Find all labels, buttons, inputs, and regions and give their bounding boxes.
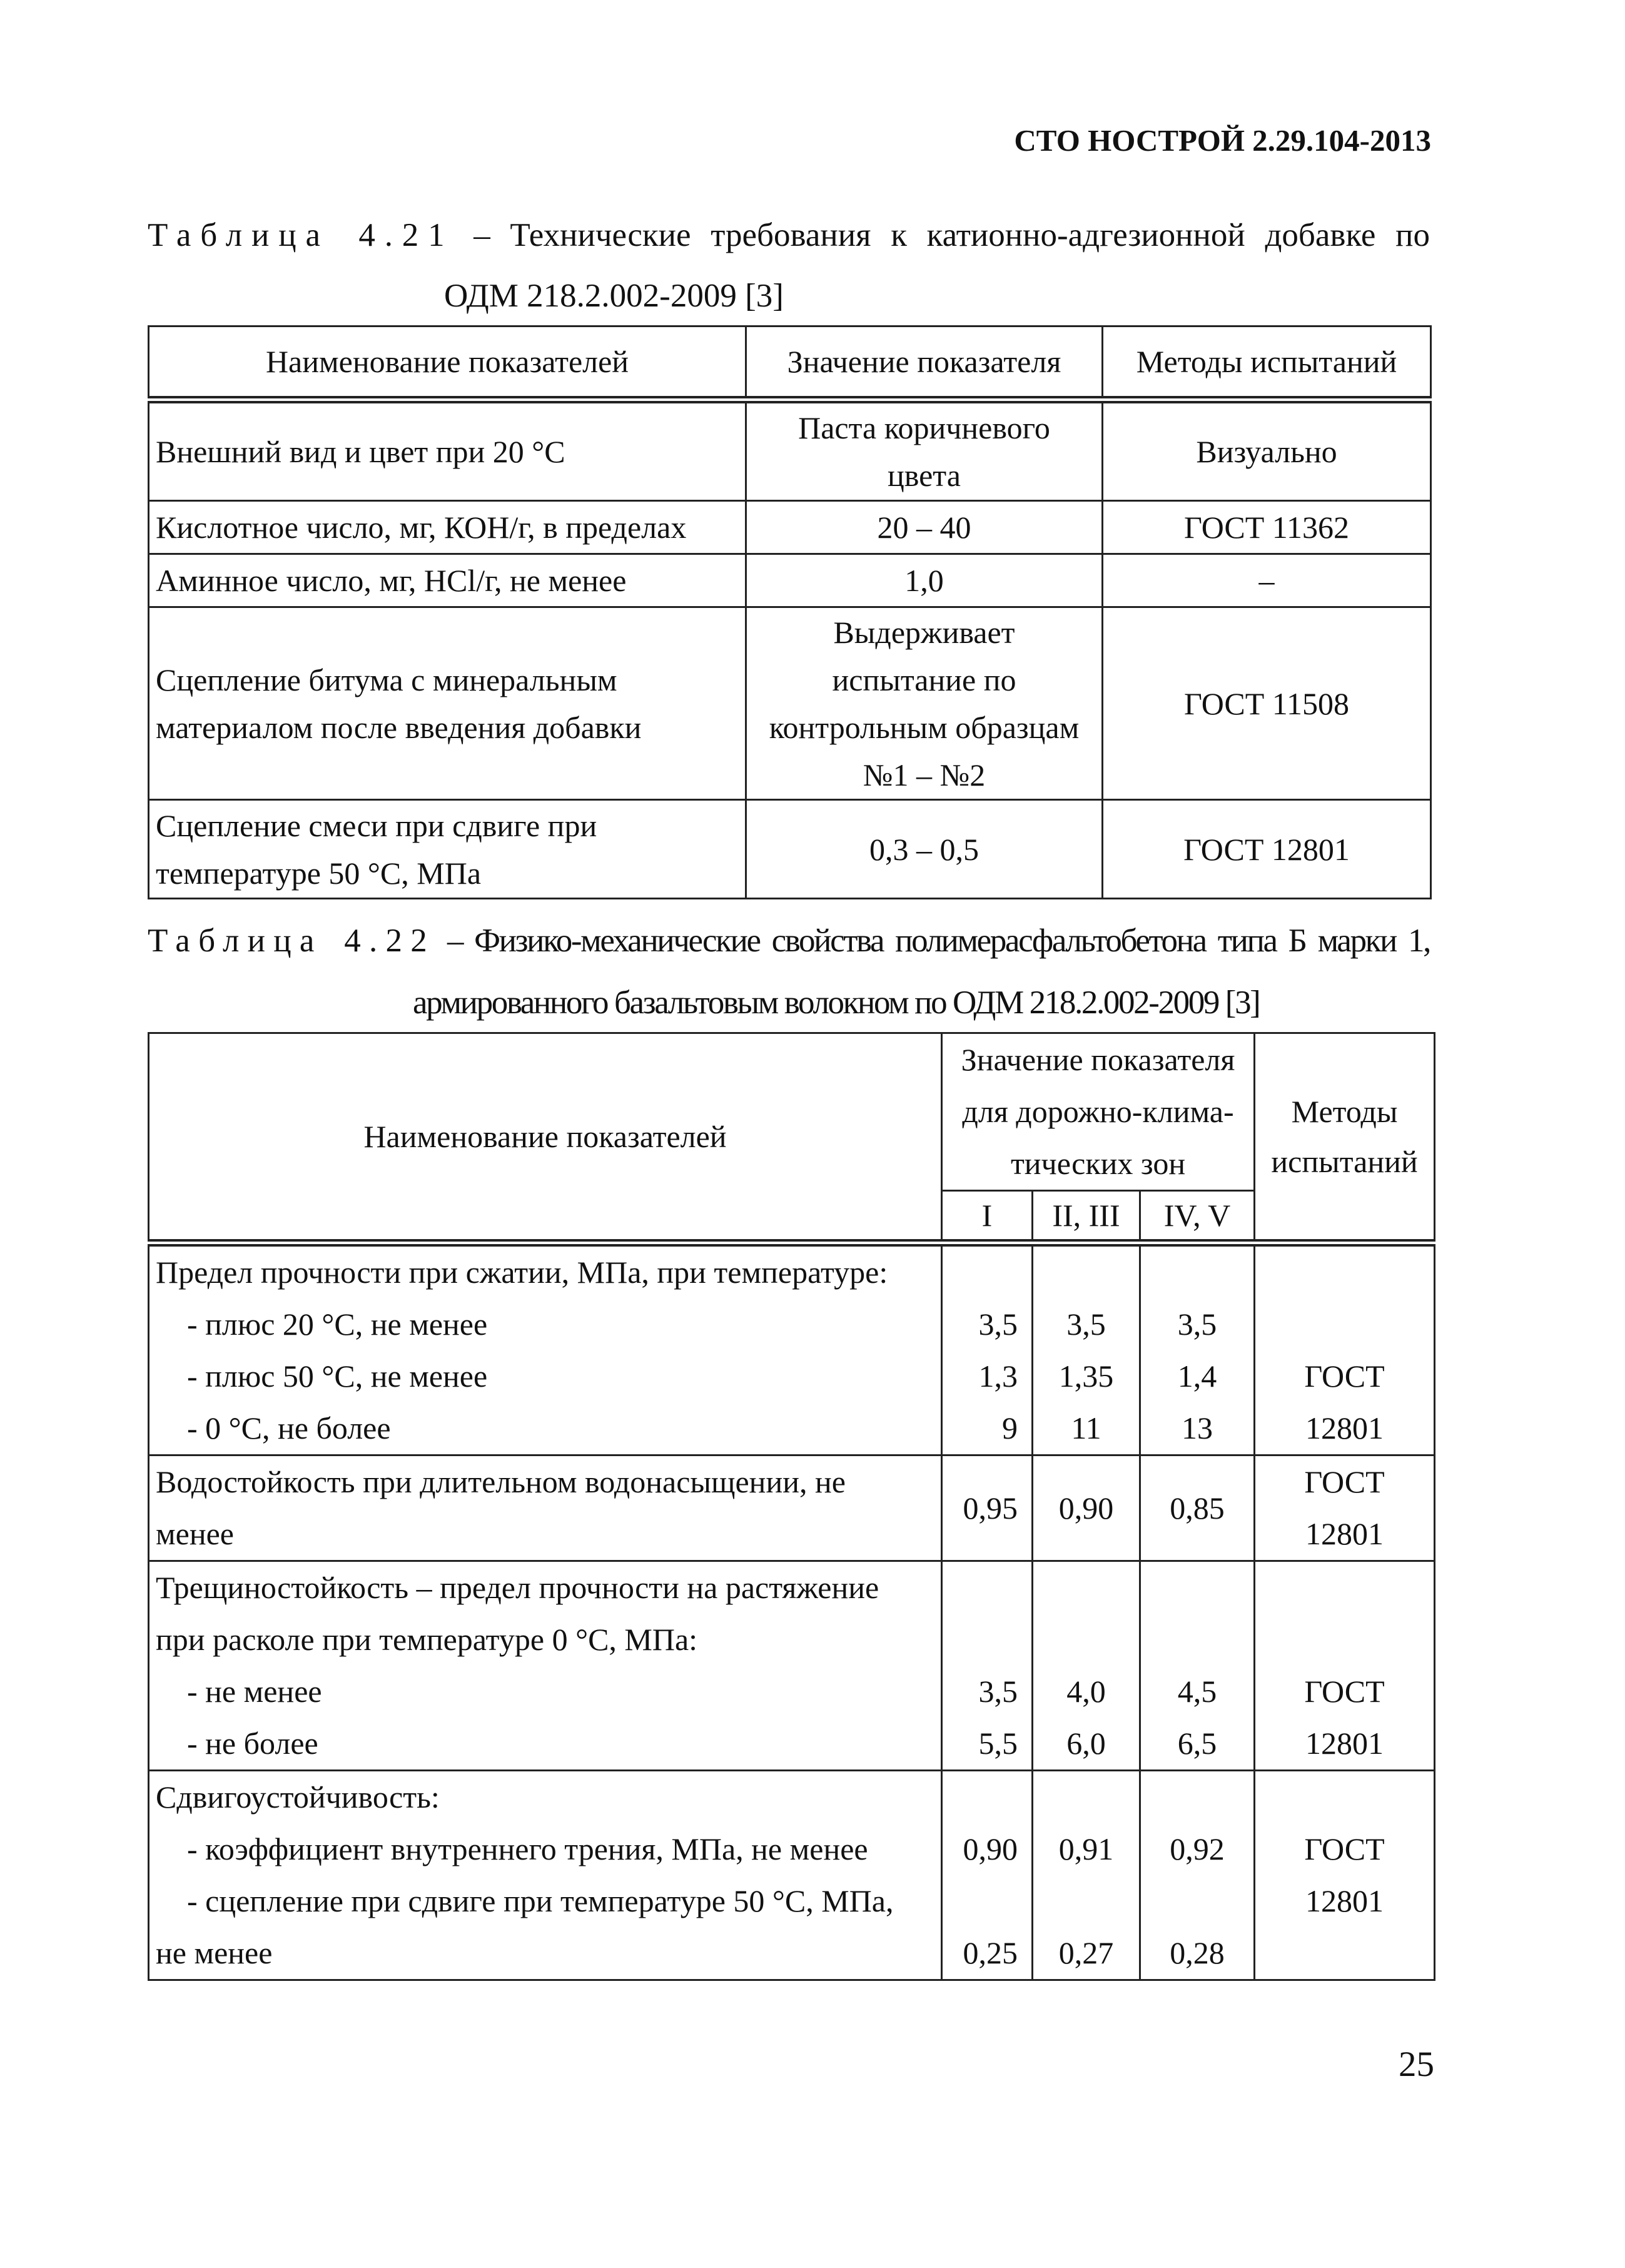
column-header: Значение показателя — [746, 327, 1103, 400]
indicator-name: Сдвигоустойчивость: - коэффициент внутреннего трения, МПа, не менее - сцепление при сдвиге при температуре 50 °С, МПа, не менее — [149, 1771, 942, 1980]
indicator-value: 20 – 40 — [746, 501, 1103, 554]
table1-label: Таблица 4.21 — [148, 217, 454, 253]
indicator-name: Сцепление битума с минеральным материалом после введения добавки — [149, 607, 746, 800]
table1-title: – Технические требования к катионно-адгезионной добавке по — [453, 217, 1430, 253]
zone-header: II, III — [1033, 1191, 1140, 1243]
table-row — [149, 607, 1431, 800]
test-method: – — [1103, 554, 1431, 607]
indicator-value: Паста коричневого цвета — [746, 400, 1103, 501]
table2-caption — [148, 924, 1430, 958]
zone-values: 3,5 1,3 9 — [942, 1243, 1033, 1455]
indicator-name: Трещиностойкость – предел прочности на растяжение при расколе при температуре 0 °С, МПа: - не менее - не более — [149, 1561, 942, 1771]
column-header: Методы испытаний — [1103, 327, 1431, 400]
table-row — [149, 400, 1431, 501]
indicator-name: Аминное число, мг, HCl/г, не менее — [149, 554, 746, 607]
table1-caption — [148, 219, 1430, 252]
test-method: Визуально — [1103, 400, 1431, 501]
test-method: ГОСТ 11508 — [1103, 607, 1431, 800]
test-method: ГОСТ 12801 — [1255, 1243, 1435, 1455]
column-header: Наименование показателей — [149, 1033, 942, 1243]
table2-title: – Физико-механические свойства полимерасфальтобетона типа Б марки 1, — [435, 923, 1430, 959]
column-header: Методы испытаний — [1255, 1033, 1435, 1243]
indicator-name: Кислотное число, мг, КОН/г, в пределах — [149, 501, 746, 554]
table-4-21 — [148, 325, 1432, 899]
test-method: ГОСТ 12801 — [1255, 1561, 1435, 1771]
table-4-22 — [148, 1032, 1435, 1981]
zone-value: 0,95 — [942, 1455, 1033, 1561]
indicator-value: 0,3 – 0,5 — [746, 800, 1103, 899]
zone-values: 3,5 1,35 11 — [1033, 1243, 1140, 1455]
test-method: ГОСТ 11362 — [1103, 501, 1431, 554]
zone-header: I — [942, 1191, 1033, 1243]
zone-values: 0,92 0,28 — [1140, 1771, 1255, 1980]
zone-values: 4,5 6,5 — [1140, 1561, 1255, 1771]
test-method: ГОСТ 12801 — [1255, 1771, 1435, 1980]
table-header-row — [149, 1033, 1435, 1191]
indicator-name: Сцепление смеси при сдвиге при температуре 50 °С, МПа — [149, 800, 746, 899]
document-code-header: СТО НОСТРОЙ 2.29.104-2013 — [1014, 123, 1431, 158]
table-row — [149, 501, 1431, 554]
indicator-name: Внешний вид и цвет при 20 °С — [149, 400, 746, 501]
table-row — [149, 1243, 1435, 1455]
page-number: 25 — [1399, 2045, 1434, 2084]
zone-values: 3,5 1,4 13 — [1140, 1243, 1255, 1455]
zone-group-header: Значение показателя для дорожно-клима- тических зон — [942, 1033, 1255, 1191]
table-row — [149, 1561, 1435, 1771]
zone-values: 3,5 5,5 — [942, 1561, 1033, 1771]
zone-value: 0,85 — [1140, 1455, 1255, 1561]
table2-label: Таблица 4.22 — [148, 923, 436, 959]
zone-values: 0,91 0,27 — [1033, 1771, 1140, 1980]
table2-caption-line2: армированного базальтовым волокном по ОДМ 218.2.002-2009 [3] — [413, 985, 1260, 1021]
zone-value: 0,90 — [1033, 1455, 1140, 1561]
test-method: ГОСТ 12801 — [1255, 1455, 1435, 1561]
table-header-row — [149, 327, 1431, 400]
zone-header: IV, V — [1140, 1191, 1255, 1243]
indicator-value: Выдерживает испытание по контрольным образцам №1 – №2 — [746, 607, 1103, 800]
zone-values: 4,0 6,0 — [1033, 1561, 1140, 1771]
table-row — [149, 1771, 1435, 1980]
table-row — [149, 554, 1431, 607]
table1-caption-line2: ОДМ 218.2.002-2009 [3] — [444, 278, 784, 314]
indicator-name: Водостойкость при длительном водонасыщении, не менее — [149, 1455, 942, 1561]
table-row — [149, 1455, 1435, 1561]
column-header: Наименование показателей — [149, 327, 746, 400]
zone-values: 0,90 0,25 — [942, 1771, 1033, 1980]
indicator-name: Предел прочности при сжатии, МПа, при температуре: - плюс 20 °С, не менее - плюс 50 °С, не менее - 0 °С, не более — [149, 1243, 942, 1455]
test-method: ГОСТ 12801 — [1103, 800, 1431, 899]
table-row — [149, 800, 1431, 899]
indicator-value: 1,0 — [746, 554, 1103, 607]
